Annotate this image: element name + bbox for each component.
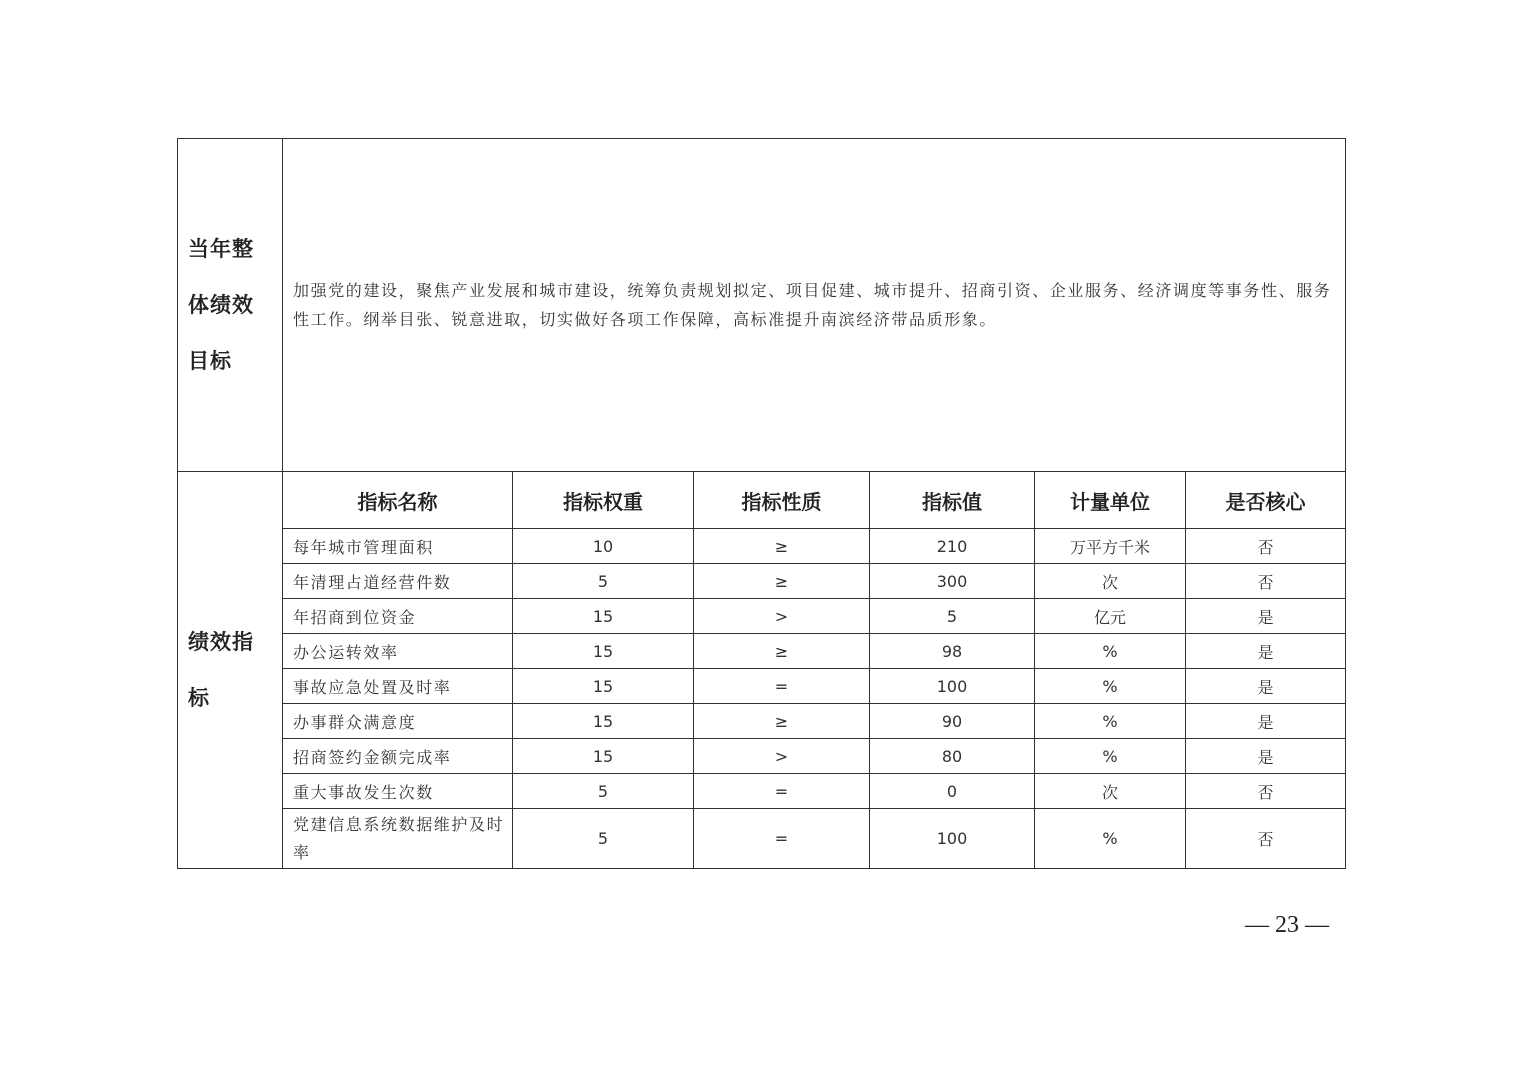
indicator-core: 是 xyxy=(1186,669,1346,704)
table-row xyxy=(178,669,1346,704)
indicator-header-row xyxy=(178,472,1346,529)
indicator-name: 每年城市管理面积 xyxy=(283,529,513,564)
indicator-value: 98 xyxy=(870,634,1035,669)
indicator-nature: = xyxy=(694,774,870,809)
indicator-value: 80 xyxy=(870,739,1035,774)
indicator-unit: % xyxy=(1035,809,1186,869)
indicator-nature: > xyxy=(694,599,870,634)
table-row xyxy=(178,774,1346,809)
indicator-weight: 15 xyxy=(513,739,694,774)
indicator-name: 年招商到位资金 xyxy=(283,599,513,634)
indicator-label-line: 标 xyxy=(188,686,210,710)
goal-text: 加强党的建设，聚焦产业发展和城市建设，统筹负责规划拟定、项目促建、城市提升、招商引资、企业服务、经济调度等事务性、服务性工作。纲举目张、锐意进取，切实做好各项工作保障，高标准提升南滨经济带品质形象。 xyxy=(283,139,1346,472)
indicator-weight: 10 xyxy=(513,529,694,564)
indicator-weight: 15 xyxy=(513,669,694,704)
indicator-label-line: 绩效指 xyxy=(188,630,254,654)
goal-label xyxy=(178,139,283,472)
indicator-core: 否 xyxy=(1186,564,1346,599)
indicator-unit: 亿元 xyxy=(1035,599,1186,634)
goal-label-line: 当年整 xyxy=(188,237,254,261)
header-weight: 指标权重 xyxy=(513,472,694,529)
indicator-core: 否 xyxy=(1186,809,1346,869)
goal-label-line: 目标 xyxy=(188,349,232,373)
indicator-unit: % xyxy=(1035,669,1186,704)
indicator-weight: 5 xyxy=(513,564,694,599)
indicator-weight: 15 xyxy=(513,599,694,634)
indicator-name: 重大事故发生次数 xyxy=(283,774,513,809)
indicator-label xyxy=(178,472,283,869)
indicator-nature: ≥ xyxy=(694,529,870,564)
header-nature: 指标性质 xyxy=(694,472,870,529)
header-name: 指标名称 xyxy=(283,472,513,529)
table-row xyxy=(178,809,1346,869)
indicator-nature: ≥ xyxy=(694,634,870,669)
indicator-name: 办事群众满意度 xyxy=(283,704,513,739)
indicator-core: 是 xyxy=(1186,634,1346,669)
indicator-value: 210 xyxy=(870,529,1035,564)
table-row xyxy=(178,564,1346,599)
indicator-unit: % xyxy=(1035,634,1186,669)
indicator-core: 是 xyxy=(1186,599,1346,634)
indicator-name: 年清理占道经营件数 xyxy=(283,564,513,599)
indicator-unit: % xyxy=(1035,704,1186,739)
indicator-name: 办公运转效率 xyxy=(283,634,513,669)
indicator-nature: = xyxy=(694,669,870,704)
performance-goal-table xyxy=(177,138,1346,869)
header-value: 指标值 xyxy=(870,472,1035,529)
table-row xyxy=(178,739,1346,774)
indicator-weight: 5 xyxy=(513,774,694,809)
indicator-core: 是 xyxy=(1186,704,1346,739)
indicator-core: 是 xyxy=(1186,739,1346,774)
indicator-value: 90 xyxy=(870,704,1035,739)
goal-row xyxy=(178,139,1346,472)
indicator-name: 事故应急处置及时率 xyxy=(283,669,513,704)
indicator-value: 0 xyxy=(870,774,1035,809)
header-unit: 计量单位 xyxy=(1035,472,1186,529)
indicator-value: 100 xyxy=(870,669,1035,704)
indicator-weight: 15 xyxy=(513,704,694,739)
indicator-unit: % xyxy=(1035,739,1186,774)
table-row xyxy=(178,529,1346,564)
indicator-name: 党建信息系统数据维护及时率 xyxy=(283,809,513,869)
header-core: 是否核心 xyxy=(1186,472,1346,529)
indicator-weight: 5 xyxy=(513,809,694,869)
indicator-unit: 次 xyxy=(1035,774,1186,809)
indicator-core: 否 xyxy=(1186,774,1346,809)
indicator-unit: 次 xyxy=(1035,564,1186,599)
indicator-nature: ≥ xyxy=(694,704,870,739)
page-number: — 23 — xyxy=(1245,912,1329,938)
goal-label-line: 体绩效 xyxy=(188,293,254,317)
indicator-weight: 15 xyxy=(513,634,694,669)
indicator-nature: ≥ xyxy=(694,564,870,599)
indicator-value: 300 xyxy=(870,564,1035,599)
indicator-nature: = xyxy=(694,809,870,869)
indicator-name: 招商签约金额完成率 xyxy=(283,739,513,774)
indicator-core: 否 xyxy=(1186,529,1346,564)
indicator-unit: 万平方千米 xyxy=(1035,529,1186,564)
table-row xyxy=(178,599,1346,634)
indicator-value: 100 xyxy=(870,809,1035,869)
indicator-value: 5 xyxy=(870,599,1035,634)
indicator-nature: > xyxy=(694,739,870,774)
table-row xyxy=(178,704,1346,739)
table-row xyxy=(178,634,1346,669)
